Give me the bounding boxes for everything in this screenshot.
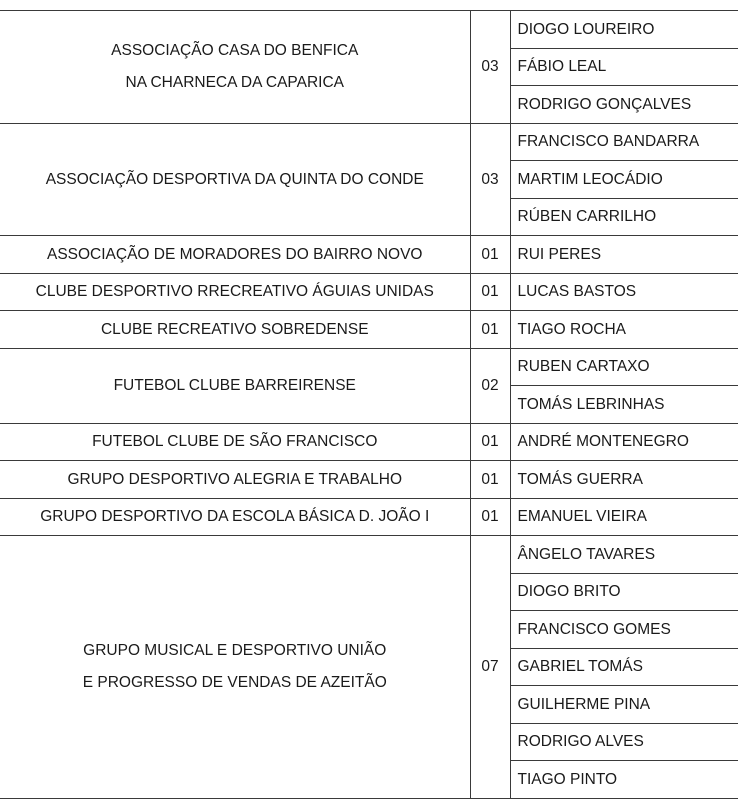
club-name-cell — [0, 11, 470, 124]
club-name-cell — [0, 236, 470, 274]
club-name-line: NA CHARNECA DA CAPARICA — [125, 74, 344, 92]
player-count-cell: 01 — [470, 498, 510, 536]
club-name-cell — [0, 461, 470, 499]
club-name-line: FUTEBOL CLUBE DE SÃO FRANCISCO — [92, 433, 378, 451]
player-name-cell: RODRIGO GONÇALVES — [510, 86, 738, 124]
player-count-cell: 01 — [470, 461, 510, 499]
player-name-cell: EMANUEL VIEIRA — [510, 498, 738, 536]
player-count-cell: 03 — [470, 11, 510, 124]
table-row — [0, 423, 738, 461]
club-name-line: ASSOCIAÇÃO DE MORADORES DO BAIRRO NOVO — [46, 245, 423, 263]
player-name-cell: GABRIEL TOMÁS — [510, 648, 738, 686]
club-name-line: GRUPO MUSICAL E DESPORTIVO UNIÃO — [83, 641, 387, 659]
club-name-line: ASSOCIAÇÃO DESPORTIVA DA QUINTA DO CONDE — [45, 170, 424, 188]
club-name-line: CLUBE DESPORTIVO RRECREATIVO ÁGUIAS UNIDAS — [35, 283, 434, 301]
table-row — [0, 461, 738, 499]
player-name-cell: RODRIGO ALVES — [510, 723, 738, 761]
table-row — [0, 11, 738, 49]
player-name-cell: RUBEN CARTAXO — [510, 348, 738, 386]
player-name-cell: ANDRÉ MONTENEGRO — [510, 423, 738, 461]
club-name-cell — [0, 423, 470, 461]
player-count-cell: 01 — [470, 273, 510, 311]
player-name-cell: RÚBEN CARRILHO — [510, 198, 738, 236]
player-name-cell: FRANCISCO BANDARRA — [510, 123, 738, 161]
player-name-cell: TOMÁS GUERRA — [510, 461, 738, 499]
club-name-cell — [0, 273, 470, 311]
player-name-cell: DIOGO LOUREIRO — [510, 11, 738, 49]
player-name-cell: MARTIM LEOCÁDIO — [510, 161, 738, 199]
player-name-cell: TIAGO PINTO — [510, 761, 738, 799]
player-name-cell: TOMÁS LEBRINHAS — [510, 386, 738, 424]
table-row — [0, 498, 738, 536]
player-count-cell: 03 — [470, 123, 510, 236]
player-name-cell: FÁBIO LEAL — [510, 48, 738, 86]
table-row — [0, 348, 738, 386]
player-count-cell: 01 — [470, 311, 510, 349]
player-count-cell: 01 — [470, 423, 510, 461]
club-name-line: GRUPO DESPORTIVO DA ESCOLA BÁSICA D. JOÃO I — [40, 508, 430, 526]
club-player-table — [0, 10, 738, 799]
club-name-line: GRUPO DESPORTIVO ALEGRIA E TRABALHO — [67, 470, 402, 488]
club-name-cell — [0, 123, 470, 236]
club-name-cell — [0, 536, 470, 799]
club-name-line: E PROGRESSO DE VENDAS DE AZEITÃO — [82, 674, 387, 692]
table-row — [0, 536, 738, 574]
club-name-line: CLUBE RECREATIVO SOBREDENSE — [100, 320, 369, 338]
player-count-cell: 01 — [470, 236, 510, 274]
table-row — [0, 311, 738, 349]
club-name-line: ASSOCIAÇÃO CASA DO BENFICA — [111, 41, 359, 59]
club-name-line: FUTEBOL CLUBE BARREIRENSE — [113, 376, 356, 394]
table-row — [0, 273, 738, 311]
player-count-cell: 07 — [470, 536, 510, 799]
club-name-cell — [0, 498, 470, 536]
club-name-cell — [0, 311, 470, 349]
club-name-cell — [0, 348, 470, 423]
table-body — [0, 11, 738, 799]
player-name-cell: TIAGO ROCHA — [510, 311, 738, 349]
table-row — [0, 236, 738, 274]
player-name-cell: ÂNGELO TAVARES — [510, 536, 738, 574]
player-name-cell: LUCAS BASTOS — [510, 273, 738, 311]
player-name-cell: RUI PERES — [510, 236, 738, 274]
table-row — [0, 123, 738, 161]
player-name-cell: FRANCISCO GOMES — [510, 611, 738, 649]
player-name-cell: DIOGO BRITO — [510, 573, 738, 611]
player-count-cell: 02 — [470, 348, 510, 423]
player-name-cell: GUILHERME PINA — [510, 686, 738, 724]
